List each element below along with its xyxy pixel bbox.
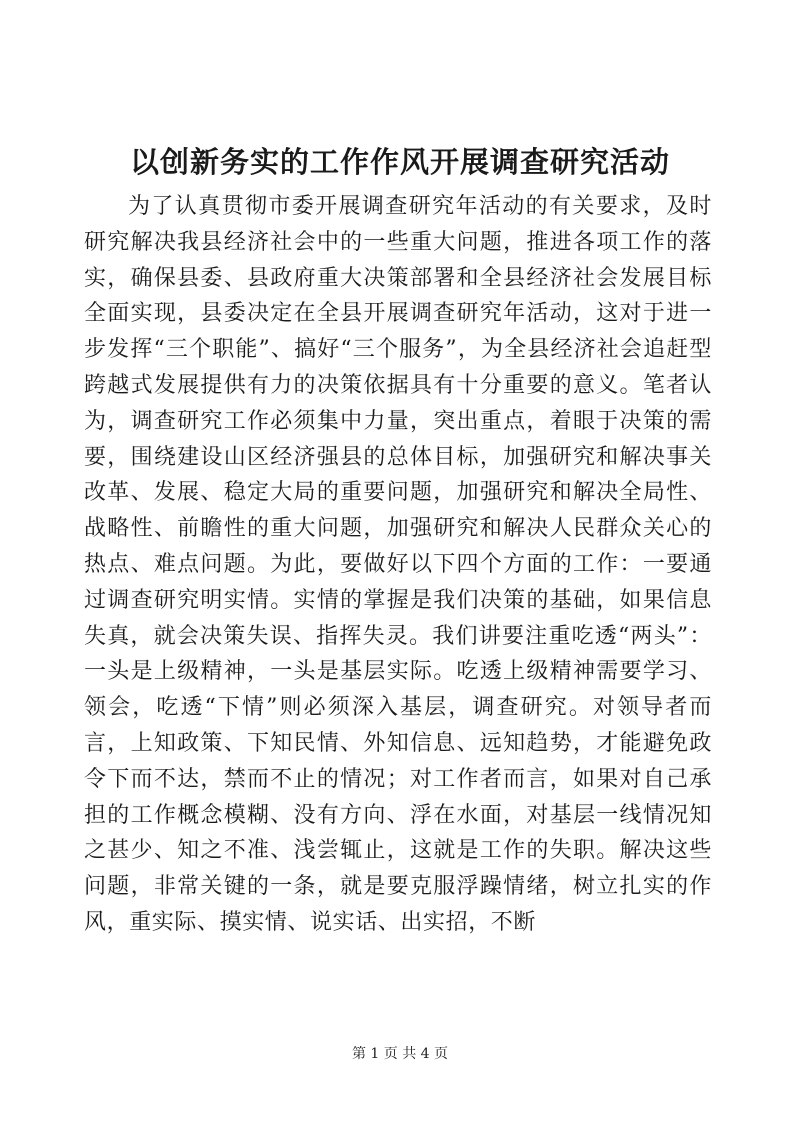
body-paragraph: 为了认真贯彻市委开展调查研究年活动的有关要求，及时研究解决我县经济社会中的一些重大问题，推进各项工作的落实，确保县委、县政府重大决策部署和全县经济社会发展目标全面实现，县委决定在全县开展调查研究年活动，这对于进一步发挥“三个职能”、搞好“三个服务”，为全县经济社会追赶型跨越式发展提供有力的决策依据具有十分重要的意义。笔者认为，调查研究工作必须集中力量，突出重点，着眼于决策的需要，围绕建设山区经济强县的总体目标，加强研究和解决事关改革、发展、稳定大局的重要问题，加强研究和解决全局性、战略性、前瞻性的重大问题，加强研究和解决人民群众关心的热点、难点问题。为此，要做好以下四个方面的工作：一要通过调查研究明实情。实情的掌握是我们决策的基础，如果信息失真，就会决策失误、指挥失灵。我们讲要注重吃透“两头”：一头是上级精神，一头是基层实际。吃透上级精神需要学习、领会，吃透“下情”则必须深入基层，调查研究。对领导者而言，上知政策、下知民情、外知信息、远知趋势，才能避免政令下而不达，禁而不止的情况；对工作者而言，如果对自己承担的工作概念模糊、没有方向、浮在水面，对基层一线情况知之甚少、知之不准、浅尝辄止，这就是工作的失职。解决这些问题，非常关键的一条，就是要克服浮躁情绪，树立扎实的作风，重实际、摸实情、说实话、出实招，不断 <box>84 194 712 935</box>
document-title: 以创新务实的工作作风开展调查研究活动 <box>129 145 670 179</box>
page-number-footer: 第 1 页 共 4 页 <box>351 1046 449 1062</box>
